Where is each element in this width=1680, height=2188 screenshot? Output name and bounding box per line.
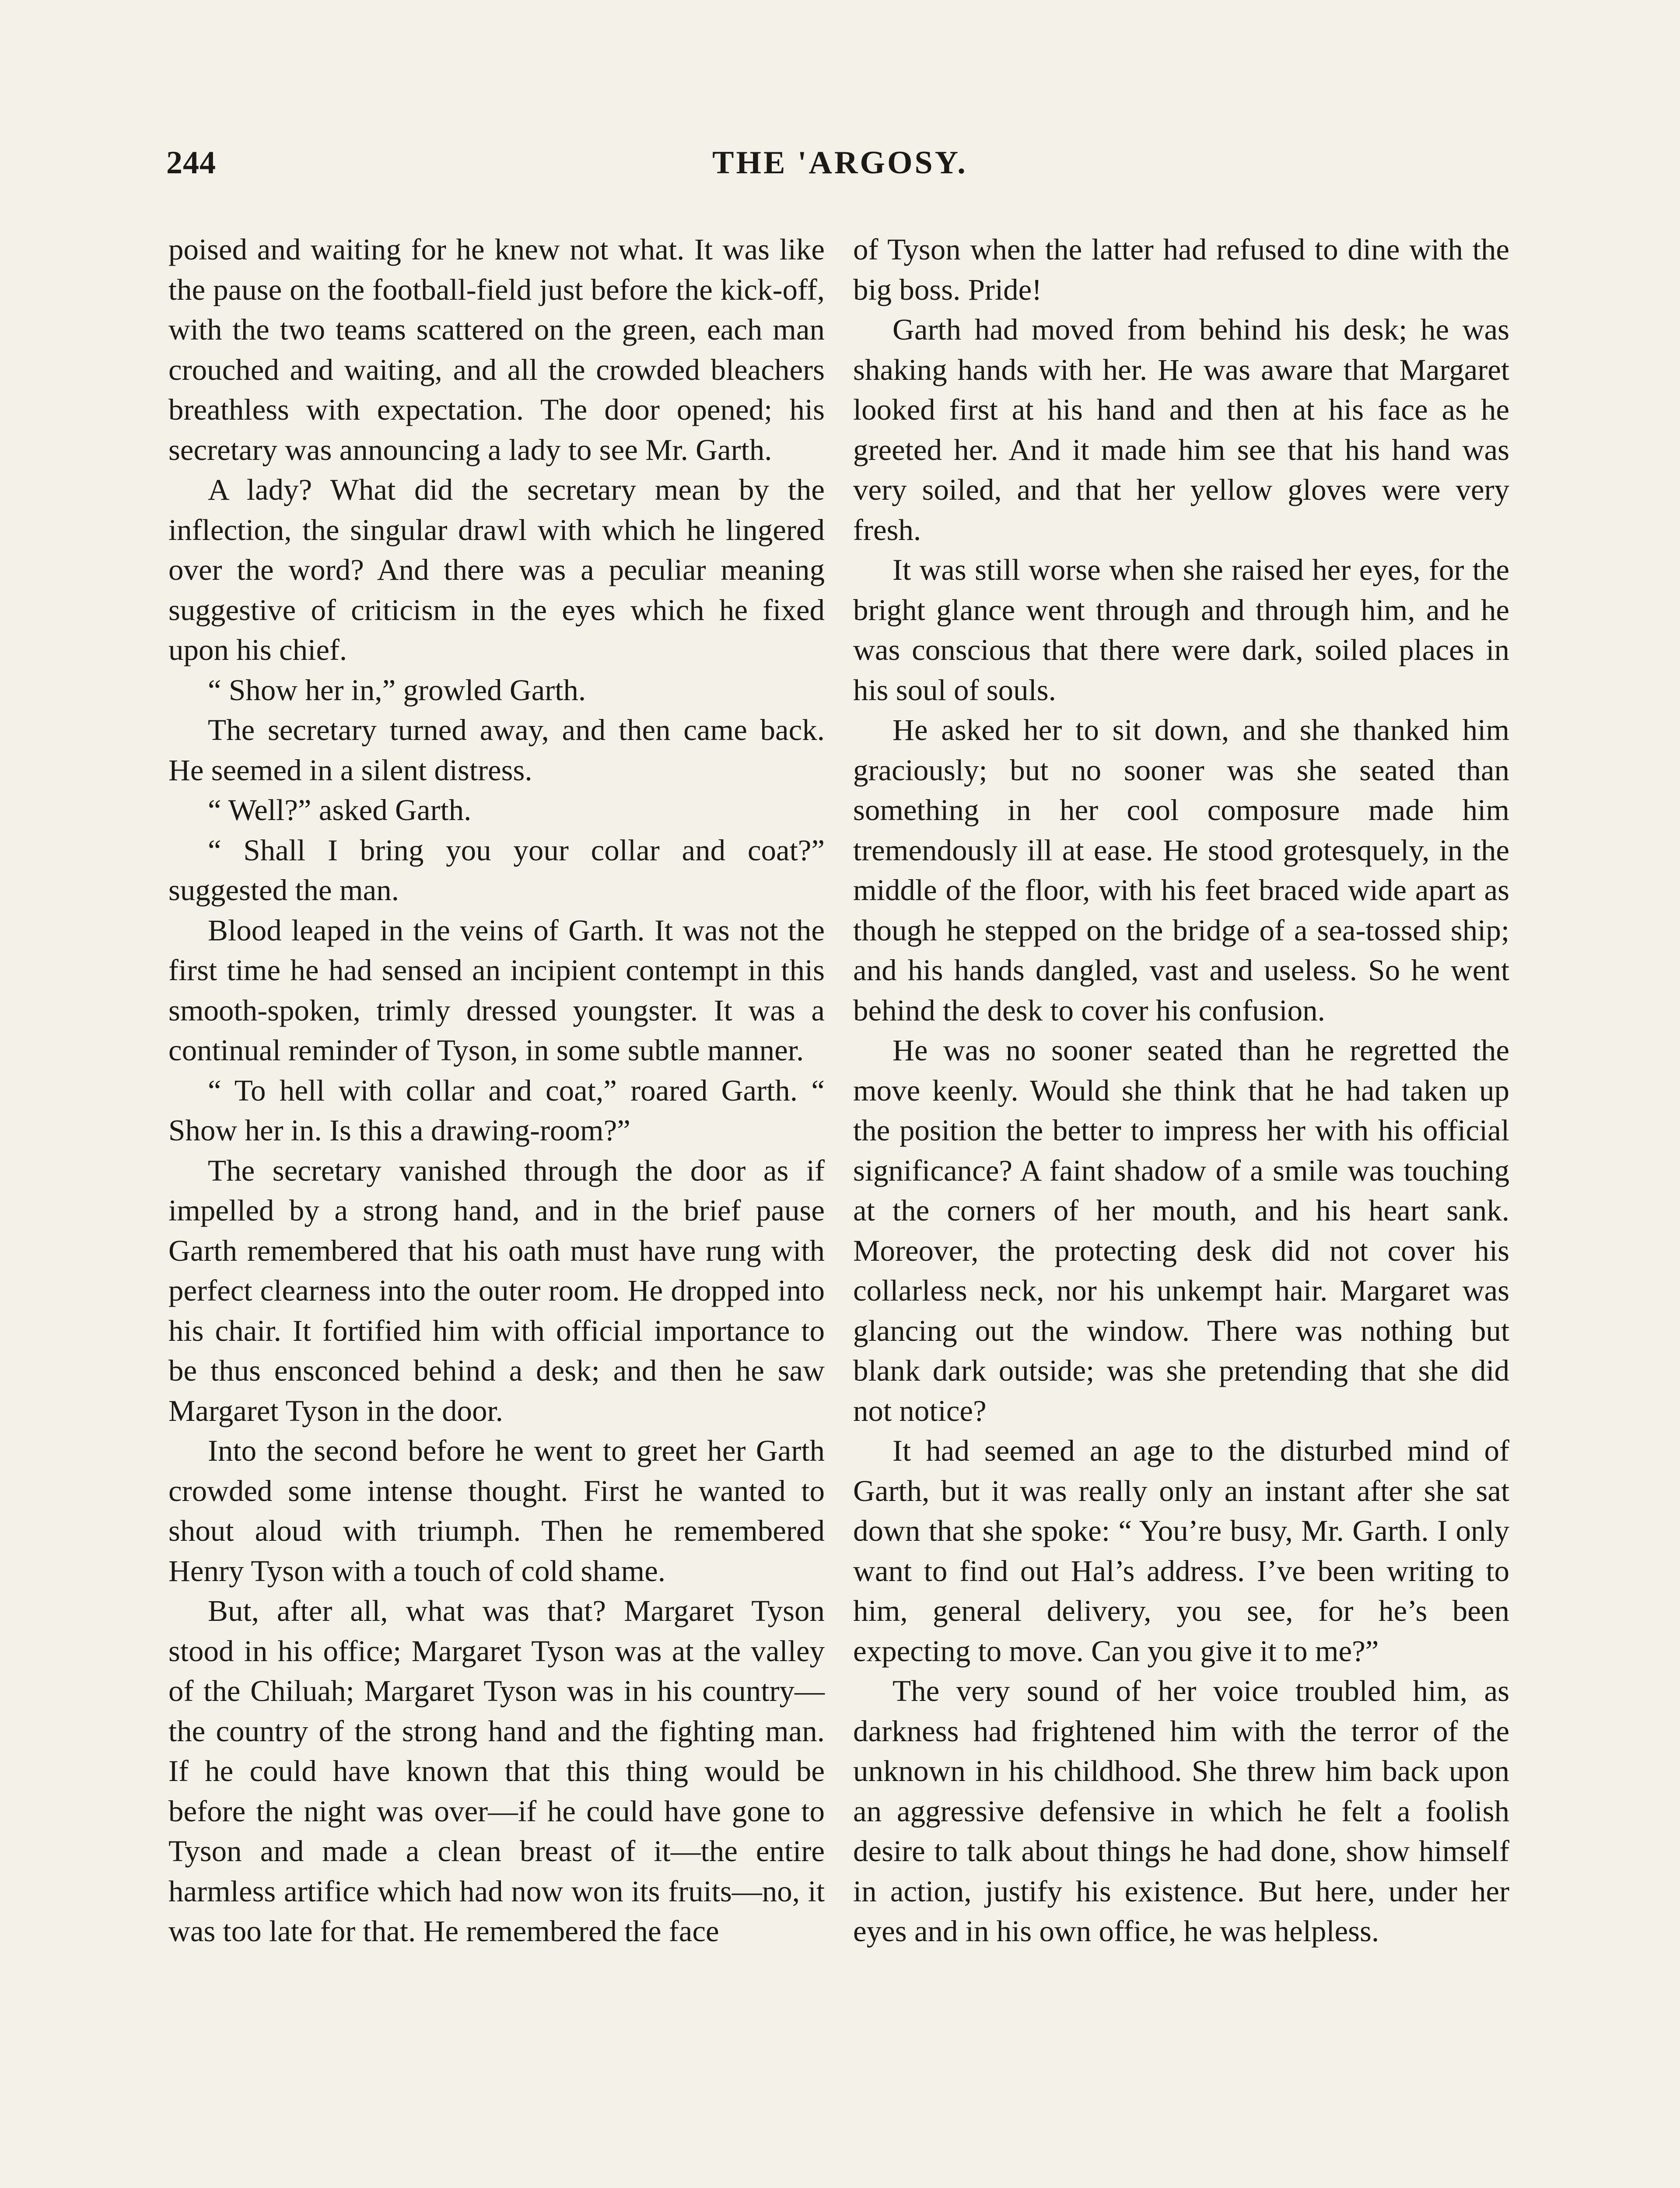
paragraph: It was still worse when she raised her eyes, for the bright glance went through and through him, and he was conscious that there were dark, soiled places in his soul of souls. bbox=[853, 553, 1509, 707]
paragraph: “ Show her in,” growled Garth. bbox=[208, 673, 586, 707]
paragraph: He asked her to sit down, and she thanked him graciously; but no sooner was she seated than something in her cool composure made him tremendously ill at ease. He stood grotesquely, in the middle of the floor, with his feet braced wide apart as though he stepped on the bridge of a sea-tossed ship; and his hands dangled, vast and useless. So he went behind the desk to cover his confusion. bbox=[853, 713, 1509, 1027]
paragraph: Garth had moved from behind his desk; he was shaking hands with her. He was aware that Margaret looked first at his hand and then at his face as he greeted her. And it made him see that his hand was very soiled, and that her yellow gloves were very fresh. bbox=[853, 313, 1509, 547]
paragraph: poised and waiting for he knew not what. It was like the pause on the football-field just before the kick-off, with the two teams scattered on the green, each man crouched and waiting, and all the crowded bleachers breathless with expectation. The door opened; his secretary was announcing a lady to see Mr. Garth. bbox=[168, 233, 825, 466]
paragraph: “ Shall I bring you your collar and coat?” suggested the man. bbox=[168, 833, 825, 907]
paragraph: “ To hell with collar and coat,” roared Garth. “ Show her in. Is this a drawing-room?” bbox=[168, 1073, 825, 1147]
running-head: THE 'ARGOSY. bbox=[712, 145, 968, 181]
paragraph: of Tyson when the latter had refused to dine with the big boss. Pride! bbox=[853, 233, 1509, 306]
paragraph: Into the second before he went to greet her Garth crowded some intense thought. First he wanted to shout aloud with triumph. Then he remembered Henry Tyson with a touch of cold shame. bbox=[168, 1434, 825, 1588]
paragraph: The secretary vanished through the door as if impelled by a strong hand, and in the brief pause Garth remembered that his oath must have rung with perfect clearness into the outer room. He dropped into his chair. It fortified him with official importance to be thus ensconced behind a desk; and then he saw Margaret Tyson in the door. bbox=[168, 1154, 825, 1427]
paragraph: He was no sooner seated than he regretted the move keenly. Would she think that he had taken up the position the better to impress her with his official significance? A faint shadow of a smile was touching at the corners of her mouth, and his heart sank. Moreover, the protecting desk did not cover his collarless neck, nor his unkempt hair. Margaret was glancing out the window. There was nothing but blank dark outside; was she pretending that she did not notice? bbox=[853, 1034, 1509, 1427]
paragraph: The secretary turned away, and then came back. He seemed in a silent distress. bbox=[168, 713, 825, 787]
right-column bbox=[853, 230, 1509, 1952]
paragraph: A lady? What did the secretary mean by the inflection, the singular drawl with which he lingered over the word? And there was a peculiar meaning suggestive of criticism in the eyes which he fixed upon his chief. bbox=[168, 473, 825, 666]
paragraph: Blood leaped in the veins of Garth. It was not the first time he had sensed an incipient contempt in this smooth-spoken, trimly dressed youngster. It was a continual reminder of Tyson, in some subtle manner. bbox=[168, 913, 825, 1067]
paragraph: The very sound of her voice troubled him, as darkness had frightened him with the terror of the unknown in his childhood. She threw him back upon an aggressive defensive in which he felt a foolish desire to talk about things he had done, show himself in action, justify his existence. But here, under her eyes and in his own office, he was helpless. bbox=[853, 1674, 1509, 1948]
paragraph: It had seemed an age to the disturbed mind of Garth, but it was really only an instant after she sat down that she spoke: “ You’re busy, Mr. Garth. I only want to find out Hal’s address. I’ve been writing to him, general delivery, you see, for he’s been expecting to move. Can you give it to me?” bbox=[853, 1434, 1509, 1668]
paragraph: “ Well?” asked Garth. bbox=[208, 793, 472, 827]
page-number: 244 bbox=[166, 145, 216, 181]
paragraph: But, after all, what was that? Margaret Tyson stood in his office; Margaret Tyson was at the valley of the Chiluah; Margaret Tyson was in his country—the country of the strong hand and the fighting man. If he could have known that this thing would be before the night was over—if he could have gone to Tyson and made a clean breast of it—the entire harmless artifice which had now won its fruits—no, it was too late for that. He remembered the face bbox=[168, 1594, 825, 1948]
left-column bbox=[168, 230, 825, 1952]
